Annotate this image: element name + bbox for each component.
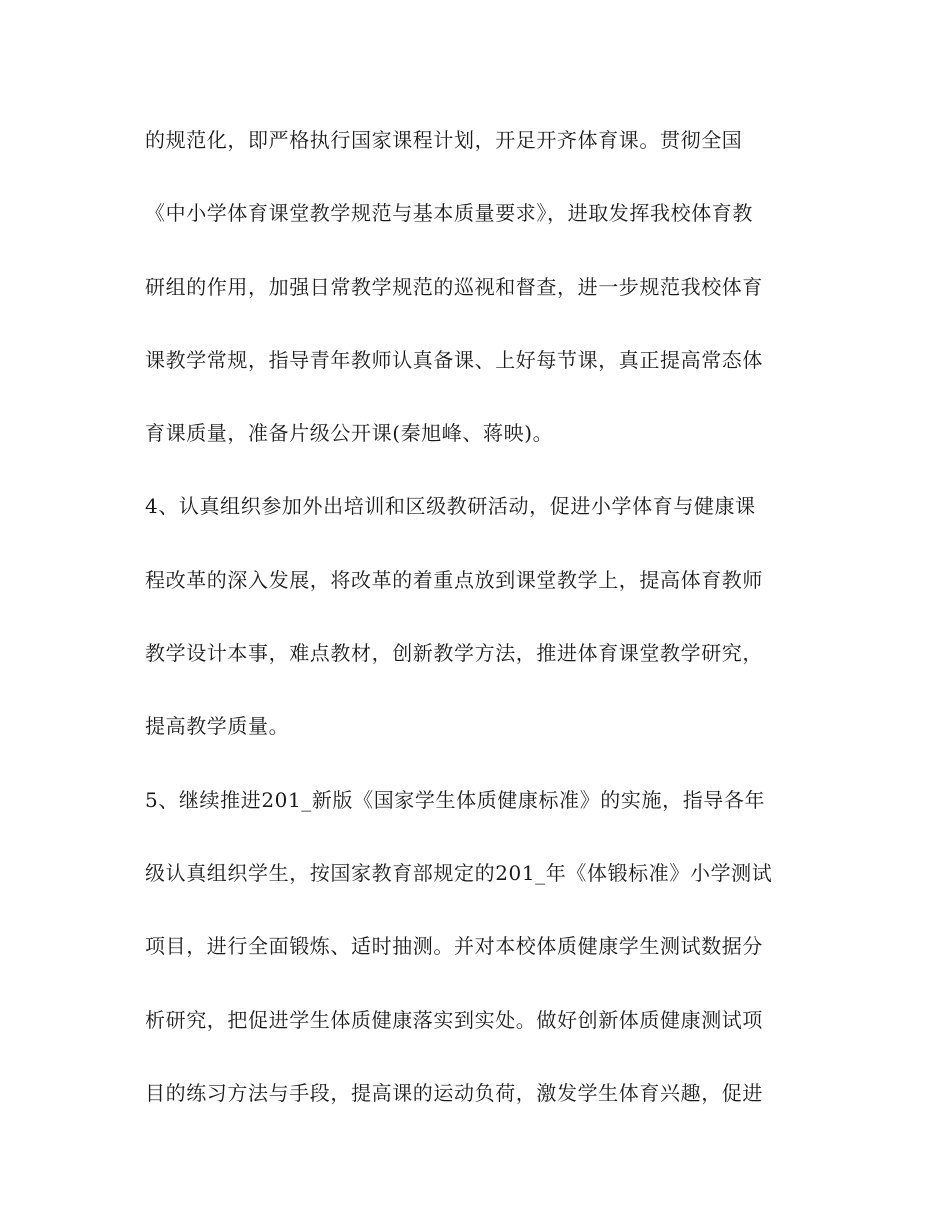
text-line: 提高教学质量。 [145,714,290,739]
text-line: 析研究，把促进学生体质健康落实到实处。做好创新体质健康测试项 [145,1007,763,1032]
text-line: 的规范化，即严格执行国家课程计划，开足开齐体育课。贯彻全国 [145,128,743,152]
text-line: 育课质量，准备片级公开课(秦旭峰、蒋映)。 [145,421,554,446]
text-line: 研组的作用，加强日常教学规范的巡视和督查，进一步规范我校体育 [145,274,763,299]
text-line: 级认真组织学生，按国家教育部规定的201_年《体锻标准》小学测试 [145,860,773,885]
text-line: 程改革的深入发展，将改革的着重点放到课堂教学上，提高体育教师 [145,567,763,592]
text-line: 目的练习方法与手段，提高课的运动负荷，激发学生体育兴趣，促进 [145,1080,763,1105]
text-line: 5、继续推进201_新版《国家学生体质健康标准》的实施，指导各年 [145,787,766,812]
body-text [145,120,815,1146]
text-line: 《中小学体育课堂教学规范与基本质量要求》，进取发挥我校体育教 [145,201,753,226]
text-line: 4、认真组织参加外出培训和区级教研活动，促进小学体育与健康课 [145,494,756,519]
text-line: 课教学常规，指导青年教师认真备课、上好每节课，真正提高常态体 [145,347,763,372]
text-line: 项目，进行全面锻炼、适时抽测。并对本校体质健康学生测试数据分 [145,934,763,959]
text-line: 教学设计本事，难点教材，创新教学方法，推进体育课堂教学研究， [145,641,763,666]
